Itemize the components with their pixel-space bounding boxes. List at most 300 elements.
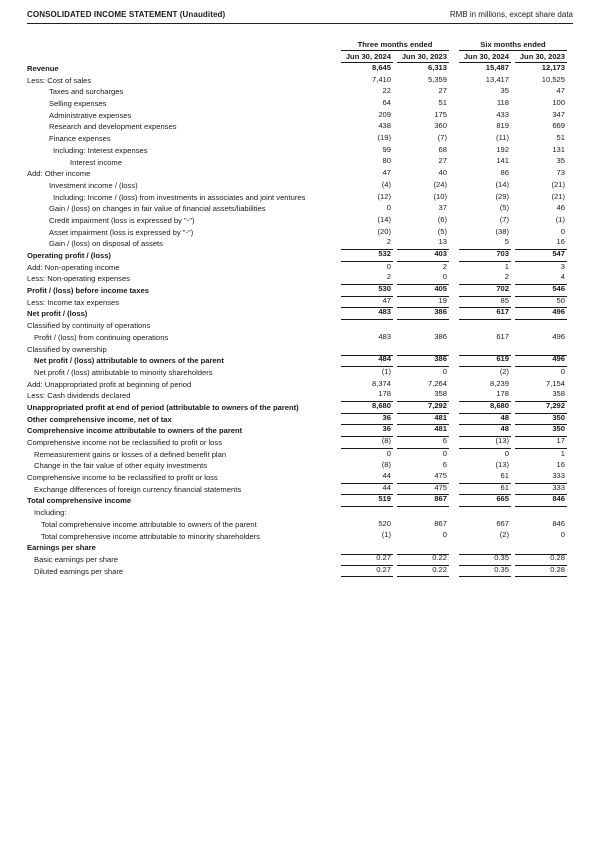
row-label: Revenue <box>27 64 59 73</box>
table-row <box>27 355 567 367</box>
row-value: 519 <box>378 494 391 504</box>
table-row <box>27 227 567 239</box>
row-value: 7,410 <box>371 74 391 84</box>
row-value: 0.35 <box>494 552 509 562</box>
row-value: 2 <box>386 237 391 247</box>
table-row <box>27 531 567 543</box>
row-value: 7,292 <box>545 400 565 410</box>
row-value: 118 <box>496 98 509 108</box>
row-label: Net profit / (loss) <box>27 309 88 319</box>
page-title: CONSOLIDATED INCOME STATEMENT (Unaudited) <box>27 10 226 19</box>
row-value: 8,680 <box>371 400 391 410</box>
row-value: 433 <box>496 109 509 119</box>
row-value: 530 <box>378 284 391 294</box>
row-value: 131 <box>552 144 565 154</box>
row-value: 10,525 <box>541 74 565 84</box>
row-label: Investment income / (loss) <box>49 180 138 190</box>
row-value: 61 <box>500 471 509 481</box>
table-row <box>27 75 567 87</box>
row-value: 17 <box>556 435 565 445</box>
column-group-six-months: Six months ended <box>459 40 567 51</box>
row-label: Net profit / (loss) attributable to owners of the parent <box>34 356 224 366</box>
row-value: 37 <box>438 203 447 213</box>
row-value: 360 <box>434 121 447 131</box>
row-label: Less: Income tax expenses <box>27 297 120 307</box>
row-value: (2) <box>499 530 509 540</box>
table-row <box>27 449 567 461</box>
row-value: 438 <box>378 121 391 131</box>
row-value: 36 <box>382 424 391 434</box>
date-header-cell: Jun 30, 2023 <box>515 52 567 63</box>
row-label: Less: Cost of sales <box>27 75 92 85</box>
row-value-cell <box>515 495 567 507</box>
row-value: 2 <box>504 272 509 282</box>
table-row <box>27 86 567 98</box>
table-row <box>27 425 567 437</box>
row-value-cell <box>341 495 393 507</box>
row-value-cell <box>515 566 567 578</box>
row-value: 669 <box>552 121 565 131</box>
row-label: Profit / (loss) before income taxes <box>27 286 149 296</box>
row-value: 617 <box>496 331 509 341</box>
row-value: 8,374 <box>371 378 391 388</box>
row-value: 496 <box>552 307 565 317</box>
row-value: 16 <box>556 237 565 247</box>
row-value: 484 <box>378 354 391 364</box>
row-value: 403 <box>434 248 447 258</box>
row-value: (4) <box>381 179 391 189</box>
row-value: 867 <box>434 518 447 528</box>
row-value: 46 <box>556 203 565 213</box>
row-label: Comprehensive income to be reclassified to profit or loss <box>27 473 218 483</box>
table-row <box>27 460 567 472</box>
row-value: 7,292 <box>427 400 447 410</box>
table-row <box>27 542 567 554</box>
table-row <box>27 133 567 145</box>
row-value-cell <box>341 332 393 344</box>
row-value: 333 <box>552 471 565 481</box>
row-value: 6 <box>442 460 447 470</box>
row-value: 703 <box>496 248 509 258</box>
row-label: Remeasurement gains or losses of a defined benefit plan <box>34 449 227 459</box>
table-row <box>27 554 567 566</box>
row-value: 35 <box>556 156 565 166</box>
row-value: 0 <box>560 366 565 376</box>
row-value: (6) <box>437 214 447 224</box>
table-row <box>27 566 567 578</box>
row-value: 19 <box>438 295 447 305</box>
row-value: 532 <box>378 248 391 258</box>
row-value-cell <box>397 425 449 437</box>
row-value: 520 <box>378 518 391 528</box>
table-row <box>27 238 567 250</box>
row-value: 481 <box>434 412 447 422</box>
row-value: 15,487 <box>485 62 509 72</box>
row-value: 483 <box>378 307 391 317</box>
row-value: 51 <box>556 133 565 143</box>
row-value: 13 <box>438 237 447 247</box>
row-value: 0 <box>386 448 391 458</box>
row-label: Basic earnings per share <box>34 554 118 564</box>
row-label: Including: <box>34 508 67 518</box>
row-value: 48 <box>500 424 509 434</box>
row-value-cell <box>341 308 393 320</box>
row-value-cell <box>397 531 449 543</box>
row-label: Net profit / (loss) attributable to minority shareholders <box>34 367 213 377</box>
row-label: Less: Cash dividends declared <box>27 391 131 401</box>
row-value: 0 <box>442 366 447 376</box>
row-value: 178 <box>496 389 509 399</box>
row-value: 702 <box>496 284 509 294</box>
row-value: 0 <box>504 448 509 458</box>
row-value: 0 <box>560 530 565 540</box>
row-value: 13,417 <box>485 74 509 84</box>
row-value-cell <box>341 437 393 449</box>
row-value: 44 <box>382 482 391 492</box>
row-value-cell <box>459 250 511 262</box>
table-row <box>27 180 567 192</box>
row-value: 0.22 <box>432 564 447 574</box>
row-value: 846 <box>552 518 565 528</box>
row-label: Including: Interest expenses <box>53 145 148 155</box>
row-value-cell <box>397 519 449 531</box>
table-row <box>27 320 567 332</box>
row-label: Total comprehensive income attributable to owners of the parent <box>41 519 257 529</box>
row-value: (10) <box>433 191 447 201</box>
row-value-cell <box>459 437 511 449</box>
row-value-cell <box>397 355 449 367</box>
row-label: Classified by ownership <box>27 344 107 354</box>
table-row <box>27 215 567 227</box>
row-value: 0.35 <box>494 564 509 574</box>
row-value-cell <box>515 531 567 543</box>
row-value: 347 <box>552 109 565 119</box>
row-label: Less: Non-operating expenses <box>27 274 131 284</box>
row-value: 22 <box>382 86 391 96</box>
column-group-three-months: Three months ended <box>341 40 449 51</box>
row-value: 209 <box>378 109 391 119</box>
row-value: 16 <box>556 460 565 470</box>
row-value: 7,264 <box>427 378 447 388</box>
row-value: (8) <box>381 460 391 470</box>
table-row <box>27 367 567 379</box>
row-value: 0 <box>386 261 391 271</box>
date-header-cell: Jun 30, 2024 <box>341 52 393 63</box>
row-value: 48 <box>500 412 509 422</box>
row-value: 40 <box>438 168 447 178</box>
row-value: 0 <box>442 530 447 540</box>
row-value: 481 <box>434 424 447 434</box>
row-label: Exchange differences of foreign currency financial statements <box>34 484 242 494</box>
row-value: 6,313 <box>427 62 447 72</box>
row-value: 64 <box>382 98 391 108</box>
table-row <box>27 484 567 496</box>
table-row <box>27 168 567 180</box>
table-row <box>27 414 567 426</box>
row-value: 4 <box>560 272 565 282</box>
row-label: Gain / (loss) on disposal of assets <box>49 239 163 249</box>
row-value: 496 <box>552 354 565 364</box>
row-value: 51 <box>438 98 447 108</box>
document-header <box>27 9 573 21</box>
table-row <box>27 262 567 274</box>
row-label: Other comprehensive income, net of tax <box>27 414 172 424</box>
row-label: Taxes and surcharges <box>49 87 124 97</box>
date-header-cell: Jun 30, 2023 <box>397 52 449 63</box>
row-value: (21) <box>551 179 565 189</box>
row-value: (19) <box>377 133 391 143</box>
row-value: (1) <box>381 530 391 540</box>
row-value: 73 <box>556 168 565 178</box>
row-value-cell <box>397 495 449 507</box>
row-value: (8) <box>381 435 391 445</box>
table-row <box>27 297 567 309</box>
row-value: 619 <box>496 354 509 364</box>
row-value: 386 <box>434 354 447 364</box>
row-value: 141 <box>496 156 509 166</box>
row-value: (1) <box>381 366 391 376</box>
row-value: (5) <box>499 203 509 213</box>
row-label: Profit / (loss) from continuing operations <box>34 332 169 342</box>
row-value: 7,154 <box>545 378 565 388</box>
row-value: (1) <box>555 214 565 224</box>
row-value-cell <box>459 332 511 344</box>
row-label: Add: Other income <box>27 169 91 179</box>
row-value-cell <box>341 227 393 239</box>
row-value: 68 <box>438 144 447 154</box>
row-value: 496 <box>552 331 565 341</box>
row-value: 175 <box>434 109 447 119</box>
row-value: 5,359 <box>427 74 447 84</box>
table-row <box>27 402 567 414</box>
row-label: Diluted earnings per share <box>34 566 124 576</box>
table-row <box>27 250 567 262</box>
row-value: 100 <box>552 98 565 108</box>
row-value-cell <box>341 250 393 262</box>
row-value: 35 <box>500 86 509 96</box>
row-value: 333 <box>552 482 565 492</box>
row-label: Including: Income / (loss) from investments in associates and joint ventures <box>53 192 306 202</box>
row-value: 61 <box>500 482 509 492</box>
row-value: 6 <box>442 435 447 445</box>
table-row <box>27 390 567 402</box>
row-value: 617 <box>496 307 509 317</box>
row-value-cell <box>515 250 567 262</box>
row-value-cell <box>515 332 567 344</box>
row-value: 80 <box>382 156 391 166</box>
row-value: 0 <box>442 448 447 458</box>
row-value: 0 <box>386 203 391 213</box>
row-value: 86 <box>500 168 509 178</box>
row-value-cell <box>515 262 567 274</box>
row-value: 47 <box>556 86 565 96</box>
row-value: 667 <box>496 518 509 528</box>
row-value: 1 <box>560 448 565 458</box>
row-label: Unappropriated profit at end of period (attributable to owners of the parent) <box>27 402 299 412</box>
row-label: Asset impairment (loss is expressed by "-") <box>49 227 194 237</box>
table-body <box>27 63 567 577</box>
row-value: 178 <box>378 389 391 399</box>
row-value: 2 <box>442 261 447 271</box>
row-label: Selling expenses <box>49 99 107 109</box>
row-value: 350 <box>552 412 565 422</box>
row-value-cell <box>459 566 511 578</box>
row-value-cell <box>341 192 393 204</box>
row-label: Gain / (loss) on changes in fair value of financial assets/liabilities <box>49 204 266 214</box>
table-row <box>27 157 567 169</box>
row-label: Total comprehensive income <box>27 496 132 506</box>
table-row <box>27 519 567 531</box>
table-row <box>27 332 567 344</box>
row-value: (11) <box>496 133 509 143</box>
row-value: 386 <box>434 307 447 317</box>
row-label: Administrative expenses <box>49 110 132 120</box>
table-row <box>27 344 567 356</box>
row-value: 8,239 <box>489 378 509 388</box>
row-value: 386 <box>434 331 447 341</box>
row-value-cell <box>397 262 449 274</box>
row-value: (20) <box>377 226 391 236</box>
row-label: Comprehensive income not be reclassified to profit or loss <box>27 438 222 447</box>
row-value: 665 <box>496 494 509 504</box>
row-value: (14) <box>495 179 509 189</box>
row-label: Add: Unappropriated profit at beginning of period <box>27 379 192 389</box>
row-value: 546 <box>552 284 565 294</box>
units-note: RMB in millions, except share data <box>449 10 573 19</box>
row-value-cell <box>341 531 393 543</box>
table-row <box>27 110 567 122</box>
table-row <box>27 495 567 507</box>
row-value-cell <box>341 566 393 578</box>
table-row <box>27 121 567 133</box>
row-value: (7) <box>437 133 447 143</box>
row-value-cell <box>459 495 511 507</box>
header-divider-rule <box>27 23 573 24</box>
row-value-cell <box>397 250 449 262</box>
row-label: Interest income <box>70 157 122 167</box>
row-value: (5) <box>437 226 447 236</box>
row-value-cell <box>459 227 511 239</box>
row-value: 192 <box>496 144 509 154</box>
row-value: 8,645 <box>371 62 391 72</box>
column-group-header-row <box>27 39 567 51</box>
row-value: (38) <box>495 226 509 236</box>
row-value: (21) <box>551 191 565 201</box>
row-value-cell <box>459 262 511 274</box>
row-value-cell <box>515 355 567 367</box>
row-value-cell <box>397 308 449 320</box>
row-value: 27 <box>438 86 447 96</box>
row-value: 27 <box>438 156 447 166</box>
row-value: 475 <box>434 471 447 481</box>
row-value-cell <box>341 262 393 274</box>
row-value: 0 <box>442 272 447 282</box>
row-value: 36 <box>382 412 391 422</box>
row-value-cell <box>397 449 449 461</box>
row-value: (7) <box>499 214 509 224</box>
row-value-cell <box>515 519 567 531</box>
row-label: Operating profit / (loss) <box>27 251 111 260</box>
row-value: 5 <box>504 237 509 247</box>
row-value: 405 <box>434 284 447 294</box>
row-value: (2) <box>499 366 509 376</box>
row-value: 547 <box>552 248 565 258</box>
table-row <box>27 437 567 449</box>
row-value-cell <box>397 332 449 344</box>
table-row <box>27 273 567 285</box>
row-label: Earnings per share <box>27 543 96 553</box>
row-value: 12,173 <box>541 62 565 72</box>
row-label: Finance expenses <box>49 134 111 144</box>
row-value: 475 <box>434 482 447 492</box>
row-value: 819 <box>496 121 509 131</box>
income-statement-table <box>27 39 573 577</box>
row-value: 0.28 <box>550 564 565 574</box>
row-value: 358 <box>434 389 447 399</box>
row-value: 99 <box>382 144 391 154</box>
row-value: (13) <box>495 460 509 470</box>
row-value: 47 <box>382 168 391 178</box>
row-label: Total comprehensive income attributable to minority shareholders <box>41 531 261 541</box>
row-value-cell <box>397 566 449 578</box>
row-value-cell <box>515 215 567 227</box>
row-value-cell <box>459 531 511 543</box>
row-value: 44 <box>382 471 391 481</box>
table-row <box>27 98 567 110</box>
row-value: 350 <box>552 424 565 434</box>
row-value: 2 <box>386 272 391 282</box>
row-value: 47 <box>382 295 391 305</box>
row-value: 8,680 <box>489 400 509 410</box>
row-label: Comprehensive income attributable to owners of the parent <box>27 426 243 436</box>
table-row <box>27 472 567 484</box>
row-value: 483 <box>378 331 391 341</box>
row-value: 3 <box>560 261 565 271</box>
row-value: 1 <box>504 261 509 271</box>
row-value: 358 <box>552 389 565 399</box>
table-row <box>27 308 567 320</box>
row-value: 0.27 <box>376 552 391 562</box>
row-value: 85 <box>500 295 509 305</box>
row-label: Credit impairment (loss is expressed by "-") <box>49 215 195 225</box>
row-value: (29) <box>495 191 509 201</box>
row-value: 867 <box>434 494 447 504</box>
row-value: 0.22 <box>432 552 447 562</box>
date-header-cell: Jun 30, 2024 <box>459 52 511 63</box>
row-value-cell <box>397 437 449 449</box>
row-value-cell <box>459 308 511 320</box>
row-label: Classified by continuity of operations <box>27 321 151 331</box>
row-label: Change in the fair value of other equity investments <box>34 461 208 471</box>
row-value: 0 <box>560 226 565 236</box>
table-row <box>27 285 567 297</box>
table-row <box>27 145 567 157</box>
row-value: 50 <box>556 295 565 305</box>
row-value: 0.27 <box>376 564 391 574</box>
row-label: Research and development expenses <box>49 122 177 132</box>
row-value-cell <box>515 308 567 320</box>
table-row <box>27 379 567 391</box>
row-value: 846 <box>552 494 565 504</box>
table-row <box>27 507 567 519</box>
table-row <box>27 192 567 204</box>
row-value: (12) <box>377 191 391 201</box>
row-value-cell <box>515 437 567 449</box>
row-value: (14) <box>377 214 391 224</box>
row-label: Add: Non-operating income <box>27 262 120 272</box>
table-row <box>27 203 567 215</box>
row-value: 0.28 <box>550 552 565 562</box>
